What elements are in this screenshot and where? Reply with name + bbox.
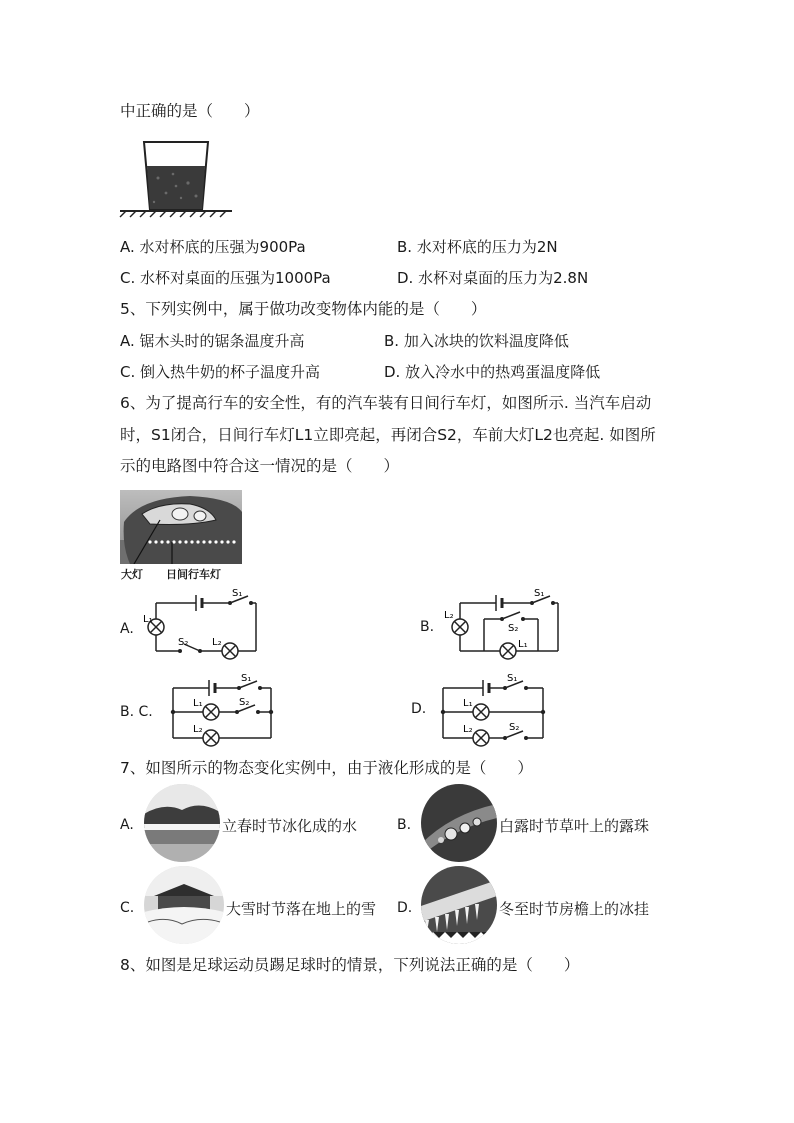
circuit-b-letter: B. <box>420 619 435 635</box>
circuit-c-s2: S₂ <box>239 697 250 708</box>
circuit-d-l1: L₁ <box>463 698 473 709</box>
circuit-d-s2: S₂ <box>509 722 520 733</box>
q7-b-letter: B. <box>397 817 412 833</box>
circuit-b-diagram <box>440 585 565 665</box>
q7-b-text: 白露时节草叶上的露珠 <box>499 817 650 835</box>
circuit-a-letter: A. <box>120 621 134 637</box>
q4-stem-tail: 中正确的是（ ） <box>120 102 260 120</box>
circuit-a-l1: L₁ <box>143 614 153 625</box>
q7-d-letter: D. <box>397 900 413 916</box>
headlight-label: 大灯 <box>121 568 143 581</box>
q7-d-text: 冬至时节房檐上的冰挂 <box>499 900 650 918</box>
q5-option-a: A. 锯木头时的锯条温度升高 <box>120 332 305 350</box>
circuit-d-diagram <box>435 670 550 748</box>
circuit-d-s1: S₁ <box>507 673 518 684</box>
q4-option-c: C. 水杯对桌面的压强为1000Pa <box>120 269 331 287</box>
circuit-c-letter: B. C. <box>120 704 153 720</box>
q6-stem-line1: 6、为了提高行车的安全性，有的汽车装有日间行车灯，如图所示. 当汽车启动 <box>120 394 652 412</box>
q5-option-d: D. 放入冷水中的热鸡蛋温度降低 <box>384 363 601 381</box>
q6-stem-line2: 时，S1闭合，日间行车灯L1立即亮起，再闭合S2，车前大灯L2也亮起. 如图所 <box>120 426 656 444</box>
q7-c-letter: C. <box>120 900 135 916</box>
circuit-c-l1: L₁ <box>193 698 203 709</box>
q5-option-c: C. 倒入热牛奶的杯子温度升高 <box>120 363 321 381</box>
circuit-b-l2: L₂ <box>444 610 454 621</box>
circuit-b-l1: L₁ <box>518 639 528 650</box>
q7-stem: 7、如图所示的物态变化实例中，由于液化形成的是（ ） <box>120 759 533 777</box>
circuit-a-s2: S₂ <box>178 637 189 648</box>
circuit-c-s1: S₁ <box>241 673 252 684</box>
water-cup-figure <box>118 138 236 218</box>
dew-drops-photo <box>421 784 497 862</box>
circuit-d-l2: L₂ <box>463 724 473 735</box>
q4-option-b: B. 水对杯底的压力为2N <box>397 238 558 256</box>
thawing-ice-photo <box>144 784 220 862</box>
circuit-c-l2: L₂ <box>193 724 203 735</box>
q7-a-text: 立春时节冰化成的水 <box>222 817 358 835</box>
circuit-b-s1: S₁ <box>534 588 545 599</box>
q8-stem: 8、如图是足球运动员踢足球时的情景，下列说法正确的是（ ） <box>120 956 580 974</box>
circuit-d-letter: D. <box>411 701 427 717</box>
icicle-photo <box>421 866 497 944</box>
q7-a-letter: A. <box>120 817 134 833</box>
q5-option-b: B. 加入冰块的饮料温度降低 <box>384 332 569 350</box>
q4-option-d: D. 水杯对桌面的压力为2.8N <box>397 269 589 287</box>
car-headlight-photo <box>120 490 242 564</box>
circuit-c-diagram <box>165 670 280 748</box>
circuit-a-diagram <box>140 585 265 665</box>
snow-photo <box>144 866 224 944</box>
q5-stem: 5、下列实例中，属于做功改变物体内能的是（ ） <box>120 300 487 318</box>
drl-label: 日间行车灯 <box>166 568 221 581</box>
circuit-b-s2: S₂ <box>508 623 519 634</box>
q7-c-text: 大雪时节落在地上的雪 <box>226 900 377 918</box>
q6-stem-line3: 示的电路图中符合这一情况的是（ ） <box>120 457 400 475</box>
circuit-a-l2: L₂ <box>212 637 222 648</box>
circuit-a-s1: S₁ <box>232 588 243 599</box>
q4-option-a: A. 水对杯底的压强为900Pa <box>120 238 306 256</box>
